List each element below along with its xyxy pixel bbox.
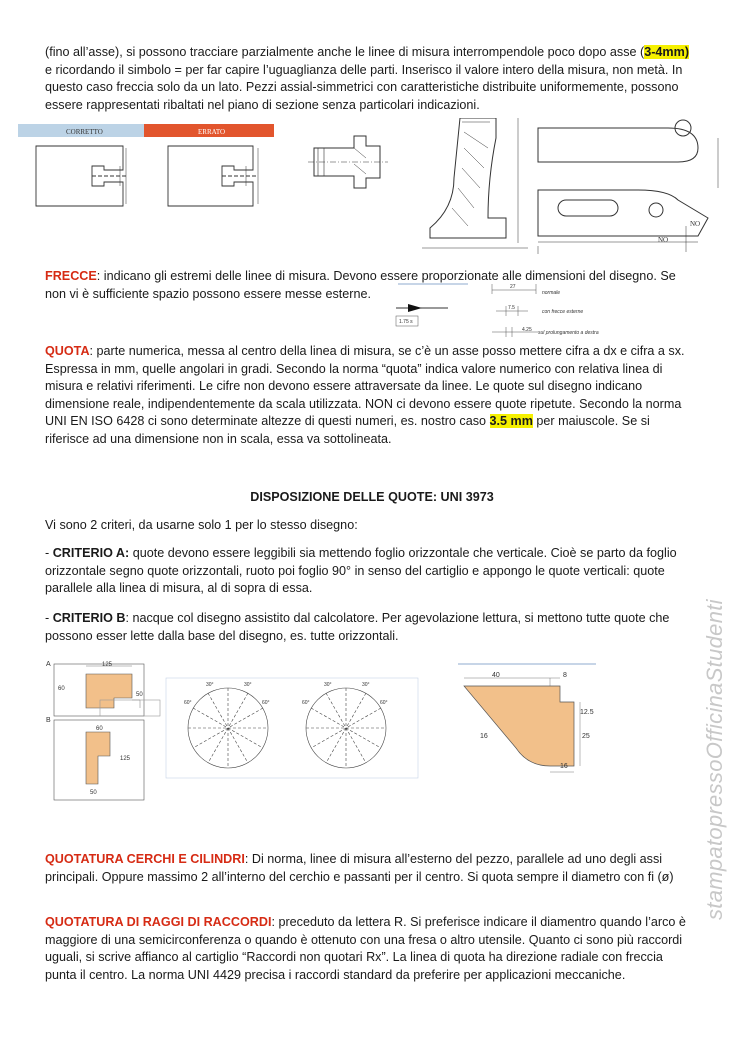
frecce-label: FRECCE xyxy=(45,269,97,283)
fig-val-27: 27 xyxy=(510,284,516,290)
section-heading: DISPOSIZIONE DELLE QUOTE: UNI 3973 xyxy=(250,490,494,504)
label-no-2: NO xyxy=(658,236,669,244)
fig-val-425: 4.25 xyxy=(522,327,532,333)
highlight-35mm: 3.5 mm xyxy=(489,414,533,429)
c-16b: 16 xyxy=(560,763,568,770)
angle-label: 60° xyxy=(262,700,270,706)
angle-label: 30° xyxy=(244,682,252,688)
fig-val-175: 1.75 s xyxy=(399,319,413,325)
frecce-paragraph: FRECCE: indicano gli estremi delle linee di misura. Devono essere proporzionate alle dimensioni del disegno. Se non vi è sufficiente spazio possono essere messe esterne. xyxy=(45,269,676,301)
criterio-a-label: CRITERIO A: xyxy=(52,546,130,560)
fig-normale: normale xyxy=(542,290,561,296)
label-correct: CORRETTO xyxy=(66,128,103,136)
raggi-paragraph: QUOTATURA DI RAGGI DI RACCORDI: preceduto da lettera R. Si preferisce indicare il diamentro quando l’arco è maggiore di una semicirconferenza o quando è ottenuto con una fresa o altro utensile. Quanto ci sono più raccordi uguali, si scrive affianco al cartiglio “Raccordi non quotari Rx”. La linea di quota ha direzione radiale con freccia punta il centro. La norma UNI 4429 precisa i raccordi standard da preferire per applicazioni meccaniche. xyxy=(45,915,686,982)
c-40: 40 xyxy=(492,672,500,679)
angle-label: 30° xyxy=(324,682,332,688)
b-125: 125 xyxy=(120,756,131,762)
figure-dimension-examples xyxy=(18,118,738,256)
raggi-label: QUOTATURA DI RAGGI DI RACCORDI xyxy=(45,915,272,929)
a-60: 60 xyxy=(58,686,65,692)
c-125: 12.5 xyxy=(580,709,594,716)
label-b: B xyxy=(46,717,51,724)
angle-label: 60° xyxy=(184,700,192,706)
b-50: 50 xyxy=(90,790,97,796)
angle-label: 30° xyxy=(206,682,214,688)
c-16a: 16 xyxy=(480,733,488,740)
intro-paragraph: (fino all’asse), si possono tracciare parzialmente anche le linee di misura interrompendole poco dopo asse (3-4mm) e ricordando il simbolo = per far capire l’uguaglianza delle parti. Inserisco il valore intero della misura, non metà. In questo caso freccia solo da un lato. Pezzi assial-simmetrici con caratteristiche distribuite uniformemente, possono essere rappresentati ribaltati nel piano di sezione senza particolari indicazioni. xyxy=(45,45,690,112)
quota-paragraph: QUOTA: parte numerica, messa al centro della linea di misura, se c’è un asse posso mettere cifra a dx e cifra a sx. Espressa in mm, quelle angolari in gradi. Secondo la norma “quota” indica valore numerico con relativa linea di misura e relativi riferimenti. Le cifre non devono essere attraversate da linee. Le quote sul disegno indicano dimensione reale, indipendentemente da scala utilizzata. NON ci devono essere quote ripetute. Secondo la norma UNI EN ISO 6428 ci sono determinate altezze di questi numeri, es. nostro caso 3.5 mm per maiuscole. Se si riferisce ad una dimensione non in scala, essa va sottolineata. xyxy=(45,344,685,446)
fig-val-75: 7.5 xyxy=(508,305,515,311)
figure-criteria xyxy=(40,656,620,804)
a-50: 50 xyxy=(136,692,143,698)
label-wrong: ERRATO xyxy=(198,128,226,136)
angle-label: 60° xyxy=(302,700,310,706)
highlight-3-4mm: 3-4mm) xyxy=(644,45,690,59)
b-60: 60 xyxy=(96,726,103,732)
c-25: 25 xyxy=(582,733,590,740)
quota-label: QUOTA xyxy=(45,344,90,358)
watermark: stampatopressoOfficinaStudenti xyxy=(702,599,727,920)
figure-arrows xyxy=(388,280,610,338)
criterio-b-paragraph: - CRITERIO B: nacque col disegno assistito dal calcolatore. Per agevolazione lettura, si mettono tutte quote che possono esser lette dalla base del disegno, es. tutte orizzontali. xyxy=(45,611,670,643)
criterio-a-paragraph: - CRITERIO A: quote devono essere leggibili sia mettendo foglio orizzontale che verticale. Cioè se parto da foglio orizzontale segno quote orizzontali, ruoto poi foglio 90° in senso del cartiglio e appongo le quote verticali: quote parallele alla linea di misura, al di sopra di essa. xyxy=(45,546,677,596)
criterio-b-label: CRITERIO B xyxy=(52,611,126,625)
c-8: 8 xyxy=(563,672,567,679)
fig-prolungamento: sul prolungamento a destra xyxy=(538,330,599,336)
label-no-1: NO xyxy=(690,220,701,228)
angle-label: 30° xyxy=(362,682,370,688)
cerchi-label: QUOTATURA CERCHI E CILINDRI xyxy=(45,852,245,866)
fig-frecce-esterne: con frecce esterne xyxy=(542,309,584,315)
label-a: A xyxy=(46,661,51,668)
angle-label: 60° xyxy=(380,700,388,706)
criteri-intro: Vi sono 2 criteri, da usarne solo 1 per lo stesso disegno: xyxy=(45,518,358,532)
cerchi-paragraph: QUOTATURA CERCHI E CILINDRI: Di norma, linee di misura all’esterno del pezzo, parallele ad uno degli assi principali. Oppure massimo 2 all’interno del cerchio e passanti per il centro. Si quota sempre il diametro con fi (ø) xyxy=(45,852,674,884)
a-125: 125 xyxy=(102,662,113,668)
